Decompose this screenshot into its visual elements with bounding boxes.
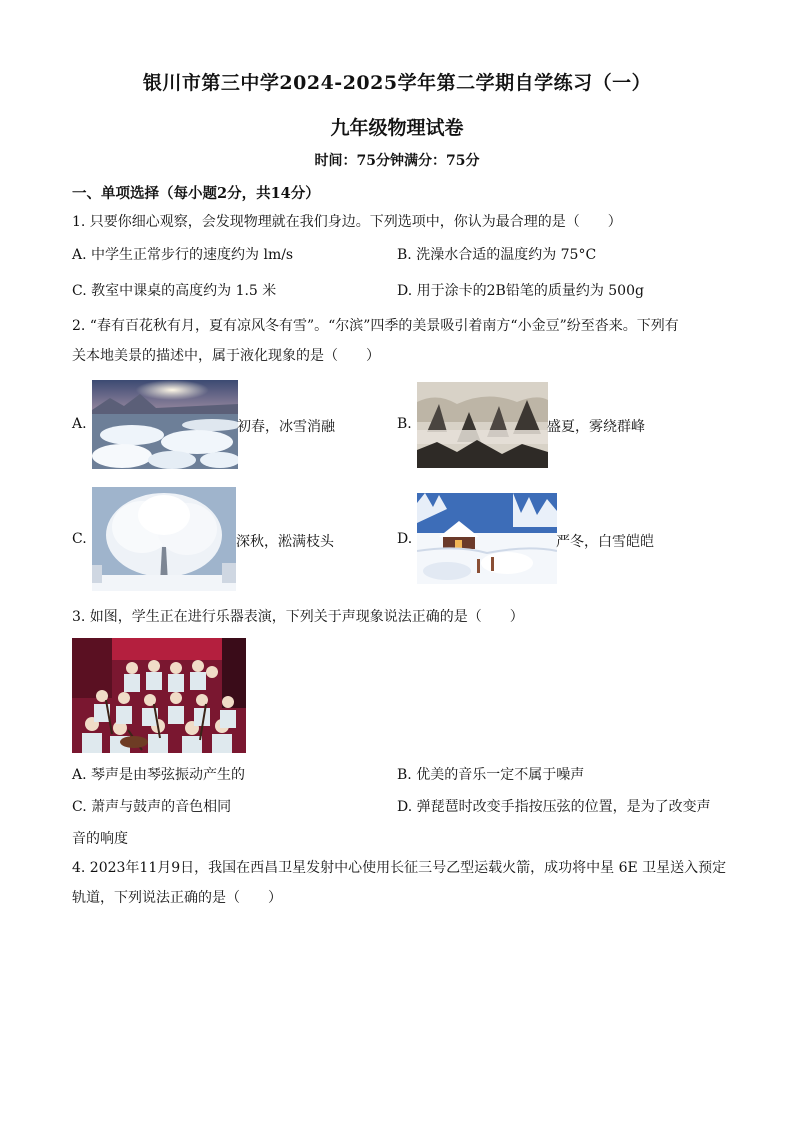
q1-option-b: B. 洗澡水合适的温度约为 75°C [397, 247, 597, 263]
q1-option-a: A. 中学生正常步行的速度约为 lm/s [72, 247, 294, 263]
q2-image-a-icebergs [92, 380, 238, 469]
q2-option-a-letter: A. [72, 416, 87, 432]
q2-stem-line1: 2. “春有百花秋有月，夏有凉风冬有雪”。“尔滨”四季的美景吸引着南方“小金豆”纷至沓来。下列有 [72, 318, 679, 334]
q2-option-c-letter: C. [72, 531, 87, 547]
q2-stem-line2: 关本地美景的描述中，属于液化现象的是（ ） [72, 348, 380, 364]
q2-option-a-caption: 初春，冰雪消融 [237, 419, 335, 435]
q3-option-c: C. 萧声与鼓声的音色相同 [72, 799, 232, 815]
q2-option-c-caption: 深秋，淞满枝头 [236, 534, 334, 550]
section-heading: 一、单项选择（每小题2分，共14分） [72, 185, 320, 202]
q3-stem: 3. 如图，学生正在进行乐器表演，下列关于声现象说法正确的是（ ） [72, 609, 524, 625]
q3-option-b: B. 优美的音乐一定不属于噪声 [397, 767, 585, 783]
q2-image-b-misty-peaks [417, 382, 548, 468]
q4-stem-line1: 4. 2023年11月9日，我国在西昌卫星发射中心使用长征三号乙型运载火箭，成功将中星 6E 卫星送入预定 [72, 860, 727, 876]
q2-option-b-letter: B. [397, 416, 412, 432]
q3-option-a: A. 琴声是由琴弦振动产生的 [72, 767, 246, 783]
q3-image-orchestra [72, 638, 246, 753]
q2-image-c-rime-tree [92, 487, 236, 591]
q2-option-d-caption: 严冬，白雪皑皑 [556, 534, 654, 550]
q1-stem: 1. 只要你细心观察，会发现物理就在我们身边。下列选项中，你认为最合理的是（ ） [72, 214, 622, 230]
q2-option-d-letter: D. [397, 531, 413, 547]
q1-option-d: D. 用于涂卡的2B铅笔的质量约为 500g [397, 283, 644, 299]
exam-title: 银川市第三中学2024-2025学年第二学期自学练习（一） [142, 72, 652, 94]
exam-subtitle: 九年级物理试卷 [330, 117, 464, 139]
exam-meta: 时间：75分钟满分：75分 [314, 153, 480, 169]
q3-option-d-line2: 音的响度 [72, 831, 128, 847]
q2-option-b-caption: 盛夏，雾绕群峰 [547, 419, 645, 435]
q1-option-c: C. 教室中课桌的高度约为 1.5 米 [72, 283, 277, 299]
q3-option-d-line1: D. 弹琵琶时改变手指按压弦的位置，是为了改变声 [397, 799, 711, 815]
q4-stem-line2: 轨道，下列说法正确的是（ ） [72, 890, 282, 906]
q2-image-d-snowy-cabin [417, 493, 557, 584]
